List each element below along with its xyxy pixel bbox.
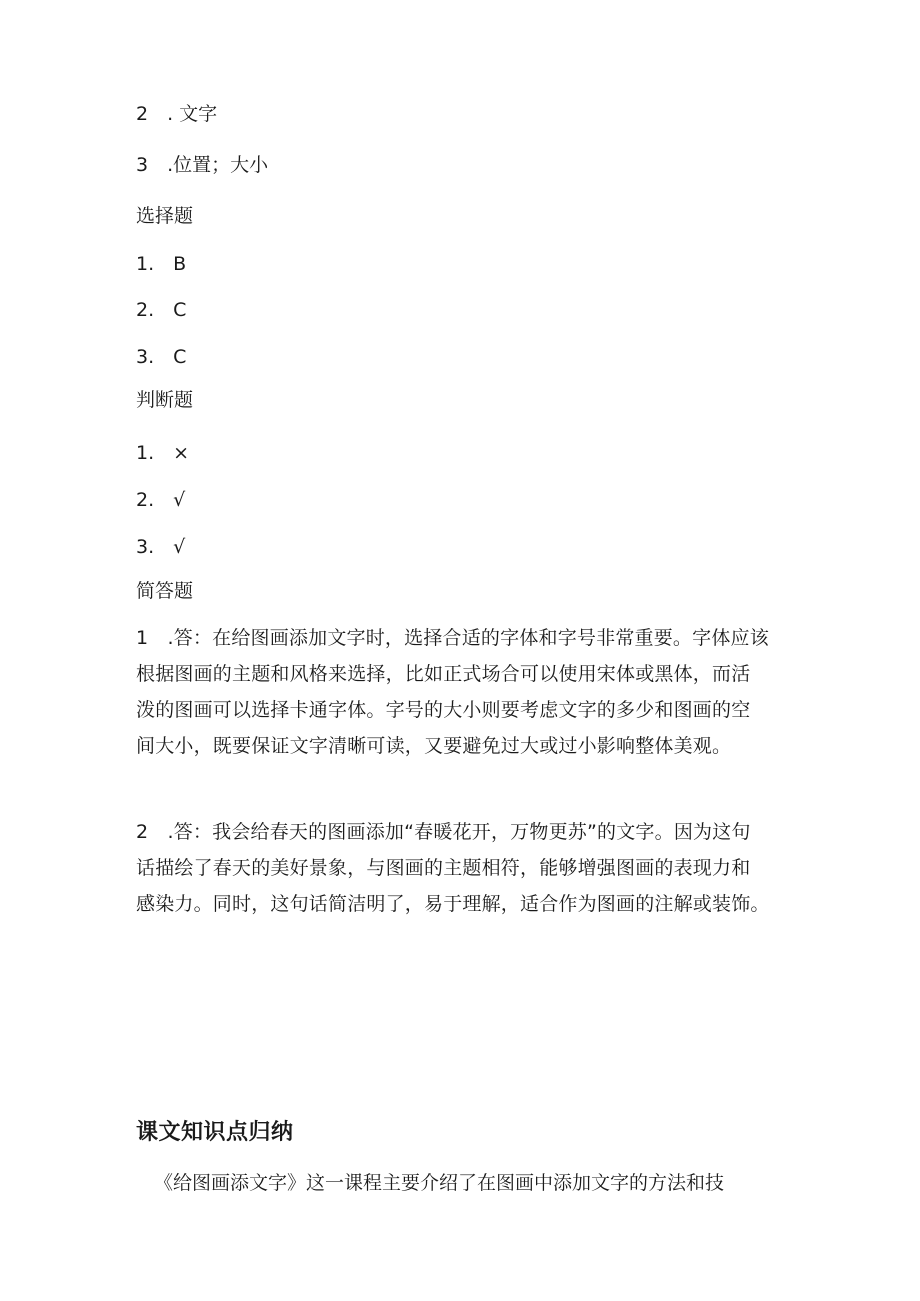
choice-answer-3: 3. C xyxy=(136,346,187,368)
knowledge-heading: 课文知识点归纳 xyxy=(136,1120,294,1145)
answer-line: 1 .答：在给图画添加文字时，选择合适的字体和字号非常重要。字体应该 xyxy=(136,627,769,649)
answer-line: 根据图画的主题和风格来选择，比如正式场合可以使用宋体或黑体，而活 xyxy=(136,663,751,685)
true-false-answer-3: 3. √ xyxy=(136,536,186,558)
true-false-answer-1: 1. × xyxy=(136,442,190,464)
true-false-answer-2: 2. √ xyxy=(136,489,186,511)
choice-heading: 选择题 xyxy=(136,205,194,227)
true-false-heading: 判断题 xyxy=(136,389,194,411)
answer-line: 泼的图画可以选择卡通字体。字号的大小则要考虑文字的多少和图画的空 xyxy=(136,699,751,721)
short-answer-1 xyxy=(136,620,796,764)
answer-line: 间大小，既要保证文字清晰可读，又要避免过大或过小影响整体美观。 xyxy=(136,735,732,757)
fill-in-answer-3: 3 .位置；大小 xyxy=(136,154,269,176)
fill-in-answer-2: 2 . 文字 xyxy=(136,103,218,125)
short-answer-2 xyxy=(136,814,796,922)
choice-answer-1: 1. B xyxy=(136,253,187,275)
answer-line: 2 .答：我会给春天的图画添加“春暖花开，万物更苏”的文字。因为这句 xyxy=(136,821,751,843)
short-answer-heading: 简答题 xyxy=(136,580,194,602)
knowledge-intro: 《给图画添文字》这一课程主要介绍了在图画中添加文字的方法和技 xyxy=(154,1172,725,1194)
answer-line: 感染力。同时，这句话简洁明了，易于理解，适合作为图画的注解或装饰。 xyxy=(136,893,770,915)
choice-answer-2: 2. C xyxy=(136,299,187,321)
answer-line: 话描绘了春天的美好景象，与图画的主题相符，能够增强图画的表现力和 xyxy=(136,857,751,879)
